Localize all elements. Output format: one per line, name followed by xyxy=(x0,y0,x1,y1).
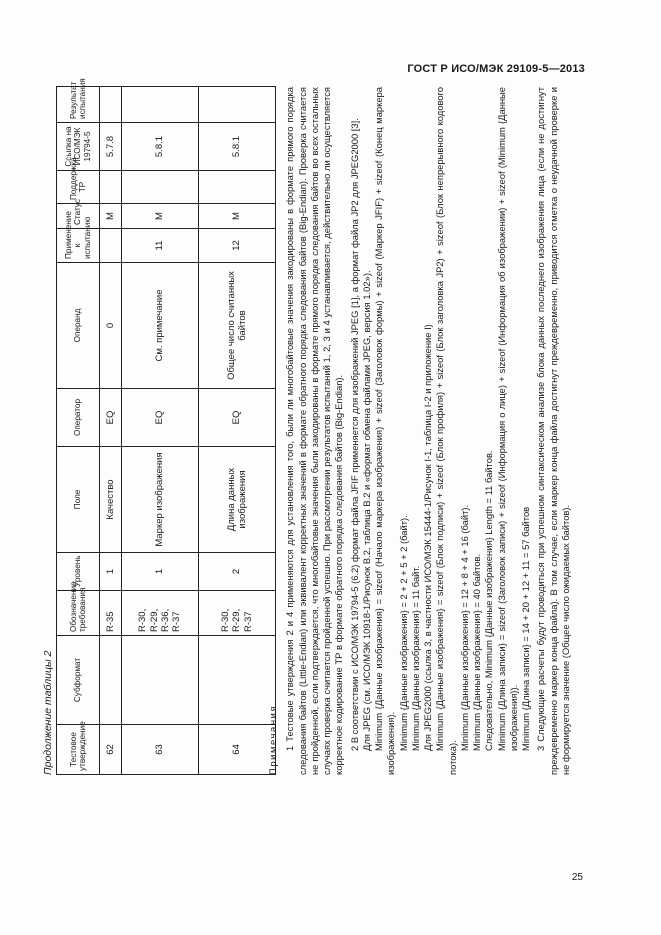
col-header-operand: Операнд xyxy=(57,263,100,389)
cell-result xyxy=(100,87,122,123)
table-header-row xyxy=(57,87,100,775)
cell-operator: EQ xyxy=(199,389,276,447)
note-2-jpeg-calc: Minimum {Данные изображения} = 11 байт. xyxy=(409,565,421,751)
cell-subformat xyxy=(100,636,122,725)
cell-status: M xyxy=(199,204,276,229)
cell-assertion: 64 xyxy=(199,725,276,775)
col-header-level: Уровень xyxy=(57,553,100,591)
note-2-jp2-formula: Minimum {Данные изображения} = sizeof (Блок подписи) + sizeof (Блок профиля) + sizeof (Блок заголовка JP2) + sizeof (Блок непрерывного кодового потока). xyxy=(434,87,458,775)
cell-operand: См. примечание xyxy=(122,263,199,389)
note-3: 3 Следующие расчеты будут проводиться при успешном синтаксическом анализе блока данных последнего изображения лица (если не достигнут преждевременно маркер конца файла). В том случае, если маркер конца файла достигнут преждевременно, приводится отметка о неудачной проверке и не формируется значение (Общее число ожидаемых байтов). xyxy=(535,87,571,775)
note-2-jpeg-calc: Minimum {Данные изображения} = 2 + 2 + 5 + 2 (байт). xyxy=(397,515,409,751)
note-2-record: Minimum {Длина записи} = 14 + 20 + 12 + 11 = 57 байтов xyxy=(520,506,531,751)
note-1: 1 Тестовые утверждения 2 и 4 применяются для установления того, были ли многобайтовые значения закодированы в формате прямого порядка следования байтов (Little-Endian) или эквивалент корректных значений в формате обратного порядка следования байтов (Big-Endian). Проверка считается не пройденной, если подтверждается, что многобайтовые значения были закодированы в формате прямого порядка следования байтов во всех остальных случаях проверка считается пройденной успешно. При рассмотрении результатов испытаний 1, 2, 3 и 4 устанавливается, действительно ли осуществляется корректное кодирование ТР в формате обратного порядка следования байтов (Big-Endian). xyxy=(284,87,345,775)
test-assertions-table xyxy=(56,78,276,775)
table-caption: Продолжение таблицы 2 xyxy=(42,650,54,775)
rotated-content xyxy=(42,78,572,775)
note-2-jp2-calc: Minimum {Данные изображения} = 12 + 8 + 4 + 16 (байт). xyxy=(458,504,470,751)
cell-reference: 5.8.1 xyxy=(199,123,276,171)
cell-tp-support xyxy=(199,171,276,204)
cell-applicability: 11 xyxy=(122,229,199,263)
cell-level: 1 xyxy=(100,553,122,591)
table-row xyxy=(199,87,276,775)
cell-tp-support xyxy=(122,171,199,204)
table-row xyxy=(100,87,122,775)
note-2-jpeg: Для JPEG (см. ИСО/МЭК 10918-1/Рисунок B.2, таблица B.2 и «формат обмена файлами JPEG, версия 1.02»). xyxy=(360,270,372,751)
cell-field: Качество xyxy=(100,447,122,553)
col-header-requirement: Обозначение требования xyxy=(57,591,100,636)
note-2-record: Minimum {Длина записи} = sizeof (Заголовок записи) + sizeof (Информация о лице) + sizeof (Информация об изображении) + sizeof (Minimum {Данные изображения}). xyxy=(495,87,519,751)
cell-assertion: 63 xyxy=(122,725,199,775)
col-header-reference: Ссылка на ИСО/МЭК 19794-5 xyxy=(57,123,100,171)
cell-tp-support xyxy=(100,171,122,204)
cell-operator: EQ xyxy=(122,389,199,447)
note-2-jp2-calc: Minimum {Данные изображения} = 40 байтов. xyxy=(471,553,482,751)
cell-field: Маркер изображения xyxy=(122,447,199,553)
notes-title: Примечания xyxy=(267,704,278,775)
cell-assertion: 62 xyxy=(100,725,122,775)
note-2-jpeg-formula: Minimum {Данные изображения} = sizeof (Начало маркера изображения) + sizeof (Заголовок формы) + sizeof (Маркер JFIF) + sizeof (Конец маркера изображения). xyxy=(373,87,397,775)
cell-result xyxy=(199,87,276,123)
document-code-header: ГОСТ Р ИСО/МЭК 29109-5—2013 xyxy=(407,63,585,75)
cell-operand: Общее число считанных байтов xyxy=(199,263,276,389)
cell-subformat xyxy=(199,636,276,725)
cell-reference: 5.7.8 xyxy=(100,123,122,171)
col-header-field: Поле xyxy=(57,447,100,553)
page-number: 25 xyxy=(571,872,583,883)
cell-applicability xyxy=(100,229,122,263)
cell-applicability: 12 xyxy=(199,229,276,263)
cell-subformat xyxy=(122,636,199,725)
notes-block xyxy=(267,87,572,775)
cell-reference: 5.8.1 xyxy=(122,123,199,171)
note-2-jp2: Для JPEG2000 (ссылка 3, в частности ИСО/МЭК 15444-1/Рисунок I-1, таблица I-2 и приложение I) xyxy=(422,324,433,751)
col-header-tp-support: Поддержка ТР xyxy=(57,171,100,204)
cell-result xyxy=(122,87,199,123)
cell-level: 2 xyxy=(199,553,276,591)
note-2-record: Следовательно, Minimum {Данные изображения} Length = 11 байтов. xyxy=(483,450,495,751)
cell-operator: EQ xyxy=(100,389,122,447)
cell-requirement: R-30, R-29, R-36, R-37 xyxy=(122,591,199,636)
col-header-applicability: Применение к испытанию xyxy=(57,229,100,263)
cell-field: Длина данных изображения xyxy=(199,447,276,553)
cell-requirement: R-35 xyxy=(100,591,122,636)
cell-level: 1 xyxy=(122,553,199,591)
col-header-status: Статус xyxy=(57,204,100,229)
note-2-intro: 2 В соответствии с ИСО/МЭК 19794-5 (6.2) формат файла JFIF применяется для изображений JPEG [1], а формат файла JP2 для JPEG2000 [3]. xyxy=(348,118,360,751)
col-header-assertion: Тестовое утверждение xyxy=(57,725,100,775)
cell-operand: 0 xyxy=(100,263,122,389)
col-header-operator: Оператор xyxy=(57,389,100,447)
col-header-subformat: Субформат xyxy=(57,636,100,725)
table-row xyxy=(122,87,199,775)
col-header-result: Результат испытания xyxy=(57,87,100,123)
cell-status: M xyxy=(122,204,199,229)
cell-status: M xyxy=(100,204,122,229)
cell-requirement: R-30, R-29, R-37 xyxy=(199,591,276,636)
